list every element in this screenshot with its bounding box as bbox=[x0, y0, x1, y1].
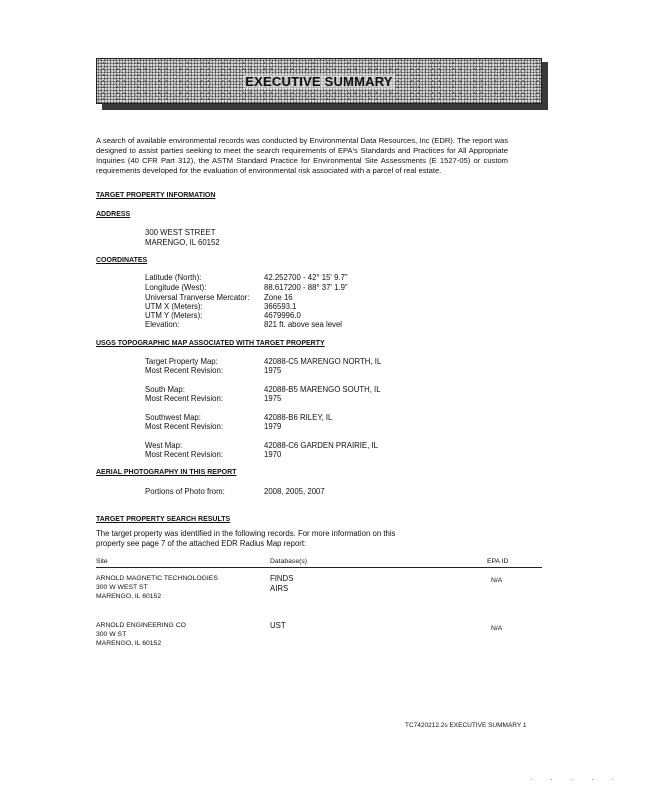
column-header-site: Site bbox=[96, 558, 108, 565]
corner-dots: . . . . . bbox=[530, 773, 623, 782]
aerial-value: 2008, 2005, 2007 bbox=[264, 487, 325, 496]
map-value: 42088-B6 RILEY, IL bbox=[264, 413, 333, 422]
revision-label: Most Recent Revision: bbox=[145, 422, 223, 431]
map-value: 42088-C5 MARENGO NORTH, IL bbox=[264, 357, 382, 366]
revision-value: 1975 bbox=[264, 366, 282, 375]
intro-paragraph: A search of available environmental records was conducted by Environmental Data Resources, Inc (EDR). The report was designed to assist parties seeking to meet the search requirements of EPA's Standards and Practices for All Appropriate Inquiries (40 CFR Part 312), the ASTM Standard Practice for Environmental Site Assessments (E 1527-05) or custom requirements developed for the evaluation of environmental risk associated with a parcel of real estate. bbox=[96, 136, 508, 175]
database-entry: AIRS bbox=[270, 584, 289, 593]
coord-label: Latitude (North): bbox=[145, 273, 202, 282]
database-entry: FINDS bbox=[270, 574, 294, 583]
epa-id: N/A bbox=[491, 625, 503, 632]
coord-value: Zone 16 bbox=[264, 293, 293, 302]
coordinates-heading: COORDINATES bbox=[96, 257, 148, 264]
table-header-rule bbox=[96, 567, 542, 568]
coord-value: 366593.1 bbox=[264, 302, 297, 311]
site-name: ARNOLD ENGINEERING CO bbox=[96, 622, 186, 629]
usgs-heading: USGS TOPOGRAPHIC MAP ASSOCIATED WITH TARGET PROPERTY bbox=[96, 340, 325, 347]
coord-label: Universal Tranverse Mercator: bbox=[145, 293, 250, 302]
site-address-2: MARENGO, IL 60152 bbox=[96, 593, 162, 600]
site-address-2: MARENGO, IL 60152 bbox=[96, 640, 162, 647]
map-label: West Map: bbox=[145, 441, 183, 450]
site-name: ARNOLD MAGNETIC TECHNOLOGIES bbox=[96, 575, 218, 582]
revision-value: 1979 bbox=[264, 422, 282, 431]
address-line-2: MARENGO, IL 60152 bbox=[145, 238, 220, 247]
site-address-1: 300 W ST bbox=[96, 631, 127, 638]
map-value: 42088-C6 GARDEN PRAIRIE, IL bbox=[264, 441, 378, 450]
coord-label: Longitude (West): bbox=[145, 283, 207, 292]
site-address-1: 300 W WEST ST bbox=[96, 584, 148, 591]
aerial-label: Portions of Photo from: bbox=[145, 487, 225, 496]
coord-label: Elevation: bbox=[145, 320, 180, 329]
revision-label: Most Recent Revision: bbox=[145, 450, 223, 459]
executive-summary-banner bbox=[96, 58, 542, 104]
revision-label: Most Recent Revision: bbox=[145, 366, 223, 375]
coord-value: 42.252700 - 42° 15' 9.7" bbox=[264, 273, 348, 282]
search-intro-line-2: property see page 7 of the attached EDR Radius Map report: bbox=[96, 539, 307, 548]
coord-value: 821 ft. above sea level bbox=[264, 320, 343, 329]
map-label: South Map: bbox=[145, 385, 185, 394]
revision-label: Most Recent Revision: bbox=[145, 394, 223, 403]
map-label: Target Property Map: bbox=[145, 357, 218, 366]
page-title: EXECUTIVE SUMMARY bbox=[245, 73, 393, 89]
aerial-heading: AERIAL PHOTOGRAPHY IN THIS REPORT bbox=[96, 469, 237, 476]
revision-value: 1970 bbox=[264, 450, 282, 459]
column-header-epa-id: EPA ID bbox=[487, 558, 509, 565]
database-entry: UST bbox=[270, 621, 286, 630]
map-value: 42088-B5 MARENGO SOUTH, IL bbox=[264, 385, 381, 394]
coord-value: 4679996.0 bbox=[264, 311, 301, 320]
target-property-heading: TARGET PROPERTY INFORMATION bbox=[96, 192, 216, 199]
coord-label: UTM Y (Meters): bbox=[145, 311, 203, 320]
coord-value: 88.617200 - 88° 37' 1.9" bbox=[264, 283, 348, 292]
revision-value: 1975 bbox=[264, 394, 282, 403]
search-intro-line-1: The target property was identified in the following records. For more information on this bbox=[96, 529, 396, 538]
epa-id: N/A bbox=[491, 577, 503, 584]
column-header-database: Database(s) bbox=[270, 558, 308, 565]
address-heading: ADDRESS bbox=[96, 211, 131, 218]
map-label: Southwest Map: bbox=[145, 413, 201, 422]
page-footer: TC7420212.2s EXECUTIVE SUMMARY 1 bbox=[405, 722, 527, 729]
coord-label: UTM X (Meters): bbox=[145, 302, 203, 311]
search-results-heading: TARGET PROPERTY SEARCH RESULTS bbox=[96, 516, 231, 523]
address-line-1: 300 WEST STREET bbox=[145, 228, 216, 237]
